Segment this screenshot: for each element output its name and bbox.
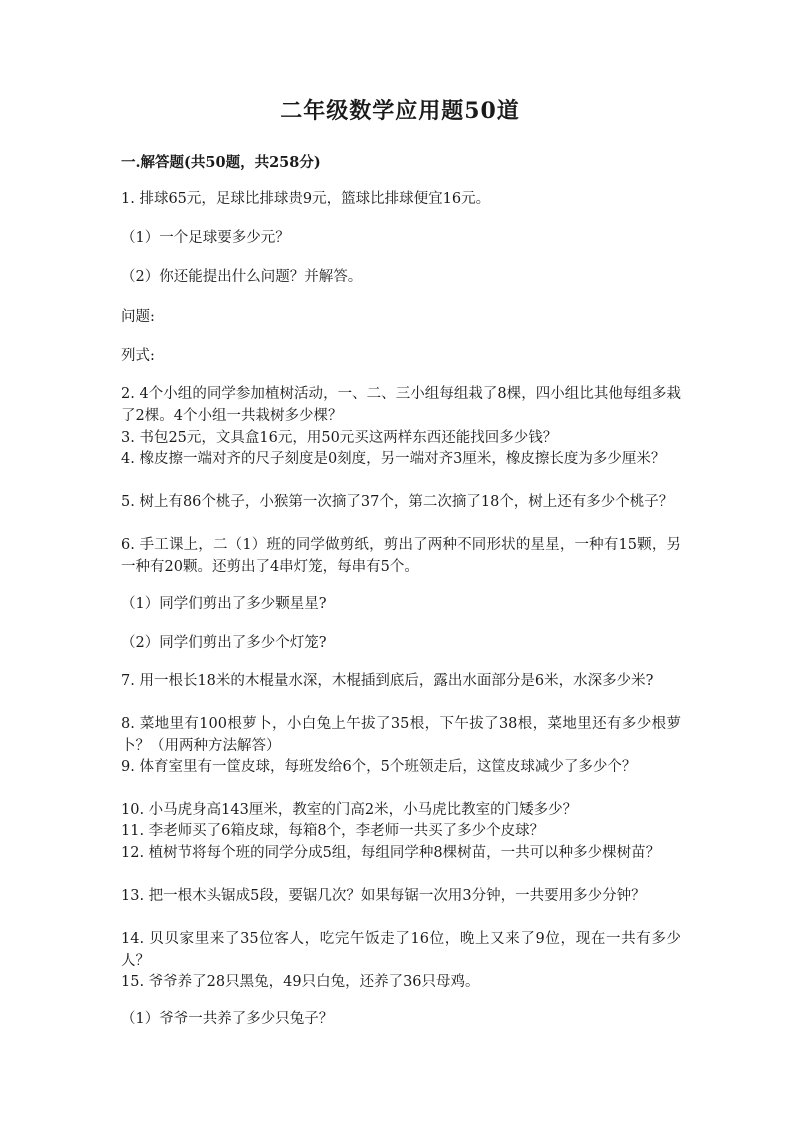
question-4: 4. 橡皮擦一端对齐的尺子刻度是0刻度，另一端对齐3厘米，橡皮擦长度为多少厘米？: [121, 451, 666, 467]
question-15: 15. 爷爷养了28只黑兔，49只白兔，还养了36只母鸡。: [121, 974, 480, 990]
question-8: 8. 菜地里有100根萝卜，小白兔上午拔了35根，下午拔了38根，菜地里还有多少根萝卜？（用两种方法解答）: [121, 716, 681, 754]
question-15-sub-1: （1）爷爷一共养了多少只兔子？: [121, 1011, 334, 1027]
section-heading: 一.解答题(共50题，共258分): [121, 154, 321, 171]
question-6-sub-2: （2）同学们剪出了多少个灯笼?: [121, 635, 327, 651]
question-10: 10. 小马虎身高143厘米，教室的门高2米，小马虎比教室的门矮多少？: [121, 802, 578, 818]
question-6: 6. 手工课上，二（1）班的同学做剪纸，剪出了两种不同形状的星星，一种有15颗，另一种有20颗。还剪出了4串灯笼，每串有5个。: [121, 537, 681, 575]
document-title: 二年级数学应用题50道: [280, 98, 520, 124]
question-12: 12. 植树节将每个班的同学分成5组，每组同学种8棵树苗，一共可以种多少棵树苗？: [121, 845, 661, 861]
question-1-formula-label: 列式:: [121, 348, 155, 364]
question-1-sub-2: （2）你还能提出什么问题？并解答。: [121, 269, 363, 285]
question-9: 9. 体育室里有一筐皮球，每班发给6个，5个班领走后，这筐皮球减少了多少个？: [121, 759, 637, 775]
question-13: 13. 把一根木头锯成5段，要锯几次？如果每锯一次用3分钟，一共要用多少分钟？: [121, 888, 646, 904]
question-2: 2. 4个小组的同学参加植树活动，一、二、三小组每组栽了8棵，四小组比其他每组多栽了2棵。4个小组一共栽树多少棵？: [121, 386, 681, 424]
question-3: 3. 书包25元，文具盒16元，用50元买这两样东西还能找回多少钱？: [121, 430, 558, 446]
question-1-sub-1: （1）一个足球要多少元？: [121, 230, 290, 246]
question-7: 7. 用一根长18米的木棍量水深，木棍插到底后，露出水面部分是6米，水深多少米?: [121, 673, 654, 689]
question-1: 1. 排球65元，足球比排球贵9元，篮球比排球便宜16元。: [121, 191, 491, 207]
question-5: 5. 树上有86个桃子，小猴第一次摘了37个，第二次摘了18个，树上还有多少个桃子？: [121, 494, 674, 510]
question-1-problem-label: 问题:: [121, 309, 155, 325]
question-14: 14. 贝贝家里来了35位客人，吃完午饭走了16位，晚上又来了9位，现在一共有多少人？: [121, 931, 681, 969]
question-11: 11. 李老师买了6箱皮球，每箱8个，李老师一共买了多少个皮球？: [121, 823, 545, 839]
question-6-sub-1: （1）同学们剪出了多少颗星星?: [121, 596, 327, 612]
